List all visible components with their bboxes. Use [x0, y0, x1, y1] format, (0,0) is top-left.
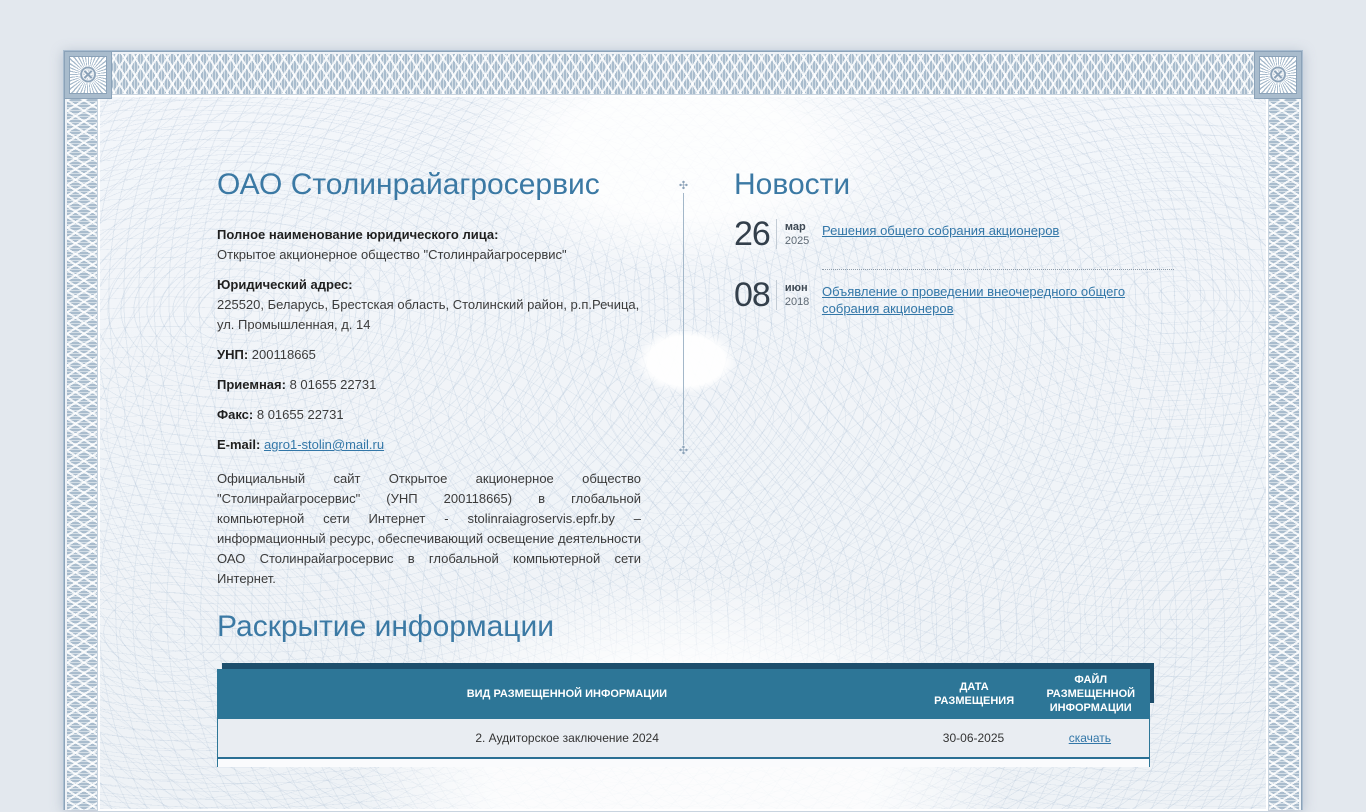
fax-block — [217, 405, 641, 425]
disclosure-title: Раскрытие информации — [217, 610, 554, 643]
news-day: 08 — [734, 276, 770, 314]
fax-value: 8 01655 22731 — [256, 407, 344, 422]
news-year: 2018 — [784, 296, 810, 308]
full-name-label: Полное наименование юридического лица: — [217, 227, 499, 242]
divider-finial-icon: ✣ — [678, 180, 689, 192]
address-label: Юридический адрес: — [217, 277, 353, 292]
table-row — [217, 719, 1150, 759]
full-name-value: Открытое акционерное общество "Столинрайагросервис" — [217, 247, 567, 262]
rosette-center-icon: ⊗ — [77, 61, 99, 88]
row-date: 30-06-2025 — [942, 731, 1005, 745]
news-link[interactable]: Объявление о проведении внеочередного общего собрания акционеров — [822, 284, 1126, 316]
reception-value: 8 01655 22731 — [289, 377, 377, 392]
news-link[interactable]: Решения общего собрания акционеров — [822, 223, 1060, 238]
download-link[interactable]: скачать — [1068, 731, 1112, 745]
email-label: E-mail: — [217, 437, 261, 452]
news-year: 2025 — [784, 235, 810, 247]
row-info-type: 2. Аудиторское заключение 2024 — [475, 731, 659, 745]
table-header-row — [217, 669, 1150, 719]
address-block — [217, 275, 641, 335]
email-link[interactable]: agro1-stolin@mail.ru — [263, 437, 385, 452]
news-section — [734, 168, 1174, 317]
column-header-date: ДАТА РАЗМЕЩЕНИЯ — [934, 681, 1015, 707]
disclosure-table-wrap — [217, 669, 1150, 767]
page-content — [63, 50, 1303, 810]
date-divider — [776, 219, 777, 249]
fax-label: Факс: — [217, 407, 254, 422]
column-header-type: ВИД РАЗМЕЩЕННОЙ ИНФОРМАЦИИ — [466, 688, 668, 700]
unp-block — [217, 345, 641, 365]
certificate-frame — [63, 50, 1303, 810]
news-item — [734, 278, 1174, 317]
address-value: 225520, Беларусь, Брестская область, Столинский район, р.п.Речица, ул. Промышленная, д. 14 — [217, 297, 640, 332]
column-header-file: ФАЙЛ РАЗМЕЩЕННОЙ ИНФОРМАЦИИ — [1046, 674, 1136, 714]
about-text: Официальный сайт Открытое акционерное общество "Столинрайагросервис" (УНП 200118665) в глобальной компьютерной сети Интернет - stolinraiagroservis.epfr.by – информационный ресурс, обеспечивающий освещение деятельности ОАО Столинрайагросервис в глобальной компьютерной сети Интернет. — [217, 471, 641, 586]
news-item — [734, 217, 1174, 251]
news-month: мар — [784, 221, 806, 233]
news-separator — [822, 269, 1174, 270]
company-info-section — [217, 168, 641, 589]
date-divider — [776, 280, 777, 310]
news-title: Новости — [734, 168, 851, 201]
page-title: ОАО Столинрайагросервис — [217, 168, 600, 201]
corner-rosette-icon — [1255, 52, 1301, 98]
full-name-block — [217, 225, 641, 265]
news-month: июн — [784, 282, 808, 294]
news-day: 26 — [734, 215, 770, 253]
news-date — [734, 278, 822, 312]
corner-rosette-icon — [65, 52, 111, 98]
unp-label: УНП: — [217, 347, 249, 362]
unp-value: 200118665 — [251, 347, 316, 362]
news-date — [734, 217, 822, 251]
rosette-center-icon: ⊗ — [1267, 61, 1289, 88]
table-row-partial — [217, 759, 1150, 767]
reception-label: Приемная: — [217, 377, 286, 392]
reception-block — [217, 375, 641, 395]
divider-finial-icon: ✣ — [678, 445, 689, 457]
email-block — [217, 435, 641, 455]
disclosure-section — [217, 610, 1152, 767]
disclosure-table — [217, 669, 1150, 767]
vertical-divider — [678, 180, 689, 457]
